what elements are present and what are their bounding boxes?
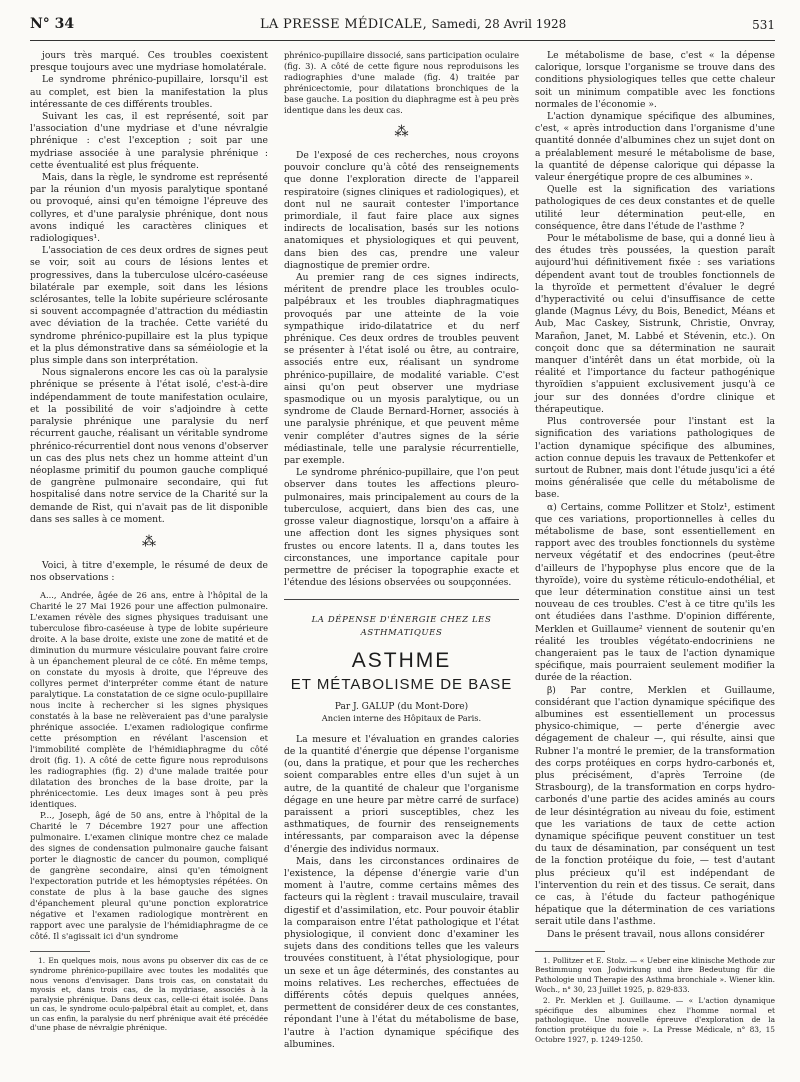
column-1 (30, 50, 268, 1035)
section-rule (284, 599, 519, 600)
section-heading: LA DÉPENSE D'ÉNERGIE CHEZ LES ASTHMATIQUES (311, 615, 492, 638)
paragraph: La mesure et l'évaluation en grandes calories de la quantité d'énergie que dépense l'organisme (ou, dans la pratique, et pour que les recherches soient comparables entre elles d'un sujet à un autre, de la quantité de chaleur que l'organisme dégage en une heure par mètre carré de surface) paraissent a priori susceptibles, chez les asthmatiques, de fournir des renseignements intéressants, par comparaison avec la dépense d'énergie des individus normaux. (284, 733, 519, 855)
journal-title (260, 17, 566, 32)
observation: A..., Andrée, âgée de 26 ans, entre à l'hôpital de la Charité le 27 Mai 1926 pour une affection pulmonaire. L'examen révèle des signes physiques traduisant une tuberculose fibro-caséeuse à type de lobite supérieure droite. A la base droite, existe une zone de matité et de diminution du murmure vésiculaire pouvant faire croire à un épanchement pleural de ce côté. En même temps, on constate du myosis à droite, que l'épreuve des collyres permet d'interpréter comme étant de nature paralytique. La constatation de ce signe oculo-pupillaire nous incite à rechercher si les signes physiques constatés à la base ne relèveraient pas d'une paralysie phrénique associée. L'examen radiologique confirme cette présomption en révélant l'ascension et l'immobilité complète de l'hémidiaphragme du côté droit (fig. 1). A côté de cette figure nous reproduisons les radiographies (fig. 2) d'une malade traitée pour dilatation des bronches de la base droite, par la phrénicectomie. Les deux images sont à peu près identiques. (30, 590, 268, 810)
paragraph: Suivant les cas, il est représenté, soit par l'association d'une mydriase et d'une névralgie phrénique : c'est l'exception ; soit par une mydriase associée à une paralysie phrénique : cette éventualité est plus fréquente. (30, 111, 268, 171)
footnotes (30, 956, 268, 1033)
issue-date: Samedi, 28 Avril 1928 (431, 17, 567, 31)
observation-continued (284, 50, 519, 116)
paragraph: Mais, dans la règle, le syndrome est représenté par la réunion d'un myosis paralytique spontané ou provoqué, ainsi qu'en témoigne l'épreuve des collyres, et d'une paralysie phrénique, dont nous avons indiqué les caractères cliniques et radiologiques¹. (30, 172, 268, 245)
paragraph: Le syndrome phrénico-pupillaire, que l'on peut observer dans toutes les affections pleuro-pulmonaires, mais principalement au cours de la tuberculose, acquiert, dans bien des cas, une grosse valeur diagnostique, lorsqu'on a affaire à une affection dont les signes physiques sont frustes ou encore latents. Il a, dans toutes les circonstances, une importance capitale pour permettre de préciser la topographie exacte et l'étendue des lésions observées ou soupçonnées. (284, 467, 519, 589)
author-byline: Par J. GALUP (du Mont-Dore) (334, 701, 469, 712)
observation: P..., Joseph, âgé de 50 ans, entre à l'hôpital de la Charité le 7 Décembre 1927 pour une affection pulmonaire. L'examen clinique montre chez ce malade des signes de condensation pulmonaire gauche faisant porter le diagnostic de cancer du poumon, compliqué de gangrène secondaire, ainsi qu'en témoignent l'expectoration putride et les hémoptysies répétées. On constate de plus à la base gauche des signes d'épanchement pleural qu'une ponction exploratrice négative et l'examen radiologique montrèrent en rapport avec une paralysie de l'hémidiaphragme de ce côté. Il s'agissait ici d'un syndrome (30, 810, 268, 942)
section-stars: ⁂ (142, 533, 156, 550)
paragraph: β) Par contre, Merklen et Guillaume, considérant que l'action dynamique spécifique des albumines est essentiellement un processus physico-chimique, — perte d'énergie avec dégagement de chaleur —, qui résulte, ainsi que Rubner l'a montré le premier, de la transformation des corps protéiques en corps hydro-carbonés et, plus précisément, d'après Terroine (de Strasbourg), de la transformation en corps hydro-carbonés d'une partie des acides aminés au cours de leur désintégration au niveau du foie, estiment que les variations de taux de cette action dynamique spécifique peuvent constituer un test du taux de désamination, par conséquent un test de la fonction protéique du foie, — test d'autant plus précieux qu'il est indépendant de l'intervention du rein et des tissus. Ce serait, dans ce cas, à l'étude du facteur pathogénique hépatique que la détermination de ces variations serait utile dans l'asthme. (535, 684, 775, 928)
paragraph: L'association de ces deux ordres de signes peut se voir, soit au cours de lésions lentes et progressives, dans la tuberculose ulcéro-caséeuse bilatérale par exemple, soit dans les lésions sclérosantes, telle la lobite supérieure sclérosante si souvent accompagnée d'attraction du médiastin avec déviation de la trachée. Cette variété du syndrome phrénico-pupillaire est la plus typique et la plus démonstrative dans sa séméiologie et la plus simple dans son interprétation. (30, 245, 268, 367)
column-3 (535, 50, 775, 1046)
journal-name: LA PRESSE MÉDICALE, (260, 17, 428, 32)
paragraph: Le métabolisme de base, c'est « la dépense calorique, lorsque l'organisme se trouve dans des conditions physiologiques telles que cette chaleur soit un minimum compatible avec les fonctions normales de l'économie ». (535, 50, 775, 110)
paragraph: De l'exposé de ces recherches, nous croyons pouvoir conclure qu'à côté des renseignements que donne l'exploration directe de l'appareil respiratoire (signes cliniques et radiologiques), et dont nul ne saurait contester l'importance primordiale, il faut faire place aux signes indirects de localisation, basés sur les notions anatomiques et physiologiques et qui peuvent, dans bien des cas, prendre une valeur diagnostique de premier ordre. (284, 150, 519, 271)
section-stars: ⁂ (394, 124, 409, 140)
footnotes (535, 956, 775, 1044)
column-2 (284, 50, 519, 1051)
paragraph: Plus controversée pour l'instant est la signification des variations pathologiques de l'action dynamique spécifique des albumines, action connue depuis les travaux de Pettenkofer et surtout de Rubner, mais dont l'étude jusqu'ici a été moins généralisée que celle du métabolisme de base. (535, 416, 775, 501)
page-number: 531 (752, 18, 775, 32)
footnote: 2. Pr. Merklen et J. Guillaume. — « L'action dynamique spécifique des albumines chez l'homme normal et pathologique. Une nouvelle épreuve d'exploration de la fonction protéique du foie ». La Presse Médicale, n° 83, 15 Octobre 1927, p. 1249-1250. (535, 996, 775, 1044)
article-title: ASTHME (351, 648, 452, 672)
observation: phrénico-pupillaire dissocié, sans participation oculaire (fig. 3). A côté de cette figure nous reproduisons les radiographies d'une malade (fig. 4) traitée par phrénicectomie, pour dilatations bronchiques de la base gauche. La position du diaphragme est à peu près identique dans les deux cas. (284, 50, 519, 115)
observations (30, 590, 268, 942)
footnote-rule (535, 951, 605, 952)
paragraph: Nous signalerons encore les cas où la paralysie phrénique se présente à l'état isolé, c'est-à-dire indépendamment de toute manifestation oculaire, et la possibilité de voir s'adjoindre à cette paralysie phrénique une paralysie du nerf récurrent gauche, réalisant un véritable syndrome phrénico-récurrentiel dont nous venons d'observer un cas des plus nets chez un homme atteint d'un néoplasme primitif du poumon gauche compliqué de gangrène pulmonaire secondaire, qui fut hospitalisé dans notre service de la Charité sur la demande de Rist, qui n'avait pas de lit disponible dans ses salles à ce moment. (30, 367, 268, 525)
paragraph: Le syndrome phrénico-pupillaire, lorsqu'il est au complet, est bien la manifestation la plus intéressante de ces différents troubles. (30, 74, 268, 110)
footnote: 1. En quelques mois, nous avons pu observer dix cas de ce syndrome phrénico-pupillaire avec toutes les modalités que nous venons d'envisager. Dans trois cas, on constatait du myosis et, dans trois cas, de la mydriase, associés à la paralysie phrénique. Dans deux cas, celle-ci était isolée. Dans un cas, le syndrome oculo-palpébral était au complet, et, dans un cas enfin, la paralysie du nerf phrénique avait été précédée d'une phase de névralgie phrénique. (30, 956, 268, 1033)
paragraph: Voici, à titre d'exemple, le résumé de deux de nos observations : (30, 559, 268, 584)
header-rule (30, 40, 775, 41)
paragraph: Quelle est la signification des variations pathologiques de ces deux constantes et de quelle utilité leur détermination peut-elle, en conséquence, être dans l'étude de l'asthme ? (535, 184, 775, 232)
issue-number: N° 34 (30, 16, 75, 32)
footnote-rule (30, 951, 90, 952)
paragraph: α) Certains, comme Pollitzer et Stolz¹, estiment que ces variations, proportionnelles à celles du métabolisme de base, sont essentiellement en rapport avec des troubles fonctionnels du système nerveux végétatif et des endocrines (peut-être d'ailleurs de l'hypophyse plus encore que de la thyroïde), voire du système réticulo-endothélial, et que leur détermination constitue ainsi un test nouveau de ces troubles. C'est à ce titre qu'ils les ont étudiées dans l'asthme. D'opinion différente, Merklen et Guillaume² viennent de soutenir qu'en réalité les troubles végétato-endocriniens ne changeraient pas le taux de l'action dynamique spécifique, mais pourraient seulement modifier la durée de la réaction. (535, 501, 775, 684)
footnote: 1. Pollitzer et E. Stolz. — « Ueber eine klinische Methode zur Bestimmung von Jodwirkung und ihre Bedeutung für die Pathologie und Therapie des Asthma bronchiale ». Wiener klin. Woch., n° 30, 23 Juillet 1925, p. 829-833. (535, 955, 775, 994)
paragraph: jours très marqué. Ces troubles coexistent presque toujours avec une mydriase homolatérale. (30, 50, 268, 74)
paragraph: Pour le métabolisme de base, qui a donné lieu à des études très poussées, la question paraît aujourd'hui définitivement fixée : ses variations dépendent avant tout de troubles fonctionnels de la thyroïde et permettent d'évaluer le degré d'hyperactivité ou celui d'insuffisance de cette glande (Magnus Lévy, du Bois, Benedict, Méans et Aub, Mac Caskey, Sistrunk, Christie, Onvray, Marañon, Janet, M. Labbé et Stévenin, etc.). On conçoit donc que sa détermination ne saurait manquer d'intérêt dans un état morbide, où la réalité et l'importance du facteur pathogénique thyroïdien s'appuient exclusivement jusqu'à ce jour sur des données d'ordre clinique et thérapeutique. (535, 233, 775, 415)
author-affiliation: Ancien interne des Hôpitaux de Paris. (321, 712, 482, 723)
paragraph: L'action dynamique spécifique des albumines, c'est, « après introduction dans l'organisme d'une quantité donnée d'albumines chez un sujet dont on a préalablement mesuré le métabolisme de base, la quantité de dépense calorique qui dépasse la valeur énergétique propre de ces albumines ». (535, 111, 775, 184)
paragraph: Au premier rang de ces signes indirects, méritent de prendre place les troubles oculo-palpébraux et les troubles diaphragmatiques provoqués par une atteinte de la voie sympathique irido-dilatatrice et du nerf phrénique. Ces deux ordres de troubles peuvent se présenter à l'état isolé ou être, au contraire, associés entre eux, réalisant un syndrome phrénico-pupillaire, de modalité variable. C'est ainsi qu'on peut observer une mydriase spasmodique ou un myosis paralytique, ou un syndrome de Claude Bernard-Horner, associés à une paralysie phrénique, et que peuvent même venir compléter d'autres signes de la série médiastinale, telle une paralysie récurrentielle, par exemple. (284, 272, 519, 467)
paragraph: Mais, dans les circonstances ordinaires de l'existence, la dépense d'énergie varie d'un moment à l'autre, comme certains mêmes des facteurs qui la règlent : travail musculaire, travail digestif et d'assimilation, etc. Pour pouvoir établir la comparaison entre l'état pathologique et l'état physiologique, il convient donc d'examiner les sujets dans des conditions telles que les valeurs trouvées constituent, à l'état physiologique, pour un sexe et un âge déterminés, des constantes au moins relatives. Les recherches, effectuées de différents côtés depuis quelques années, permettent de considérer deux de ces constantes, répondant l'une à l'état du métabolisme de base, l'autre à l'action dynamique spécifique des albumines. (284, 855, 519, 1050)
running-header (30, 16, 775, 38)
article-subtitle: ET MÉTABOLISME DE BASE (290, 675, 513, 693)
paragraph: Dans le présent travail, nous allons considérer (547, 928, 765, 940)
